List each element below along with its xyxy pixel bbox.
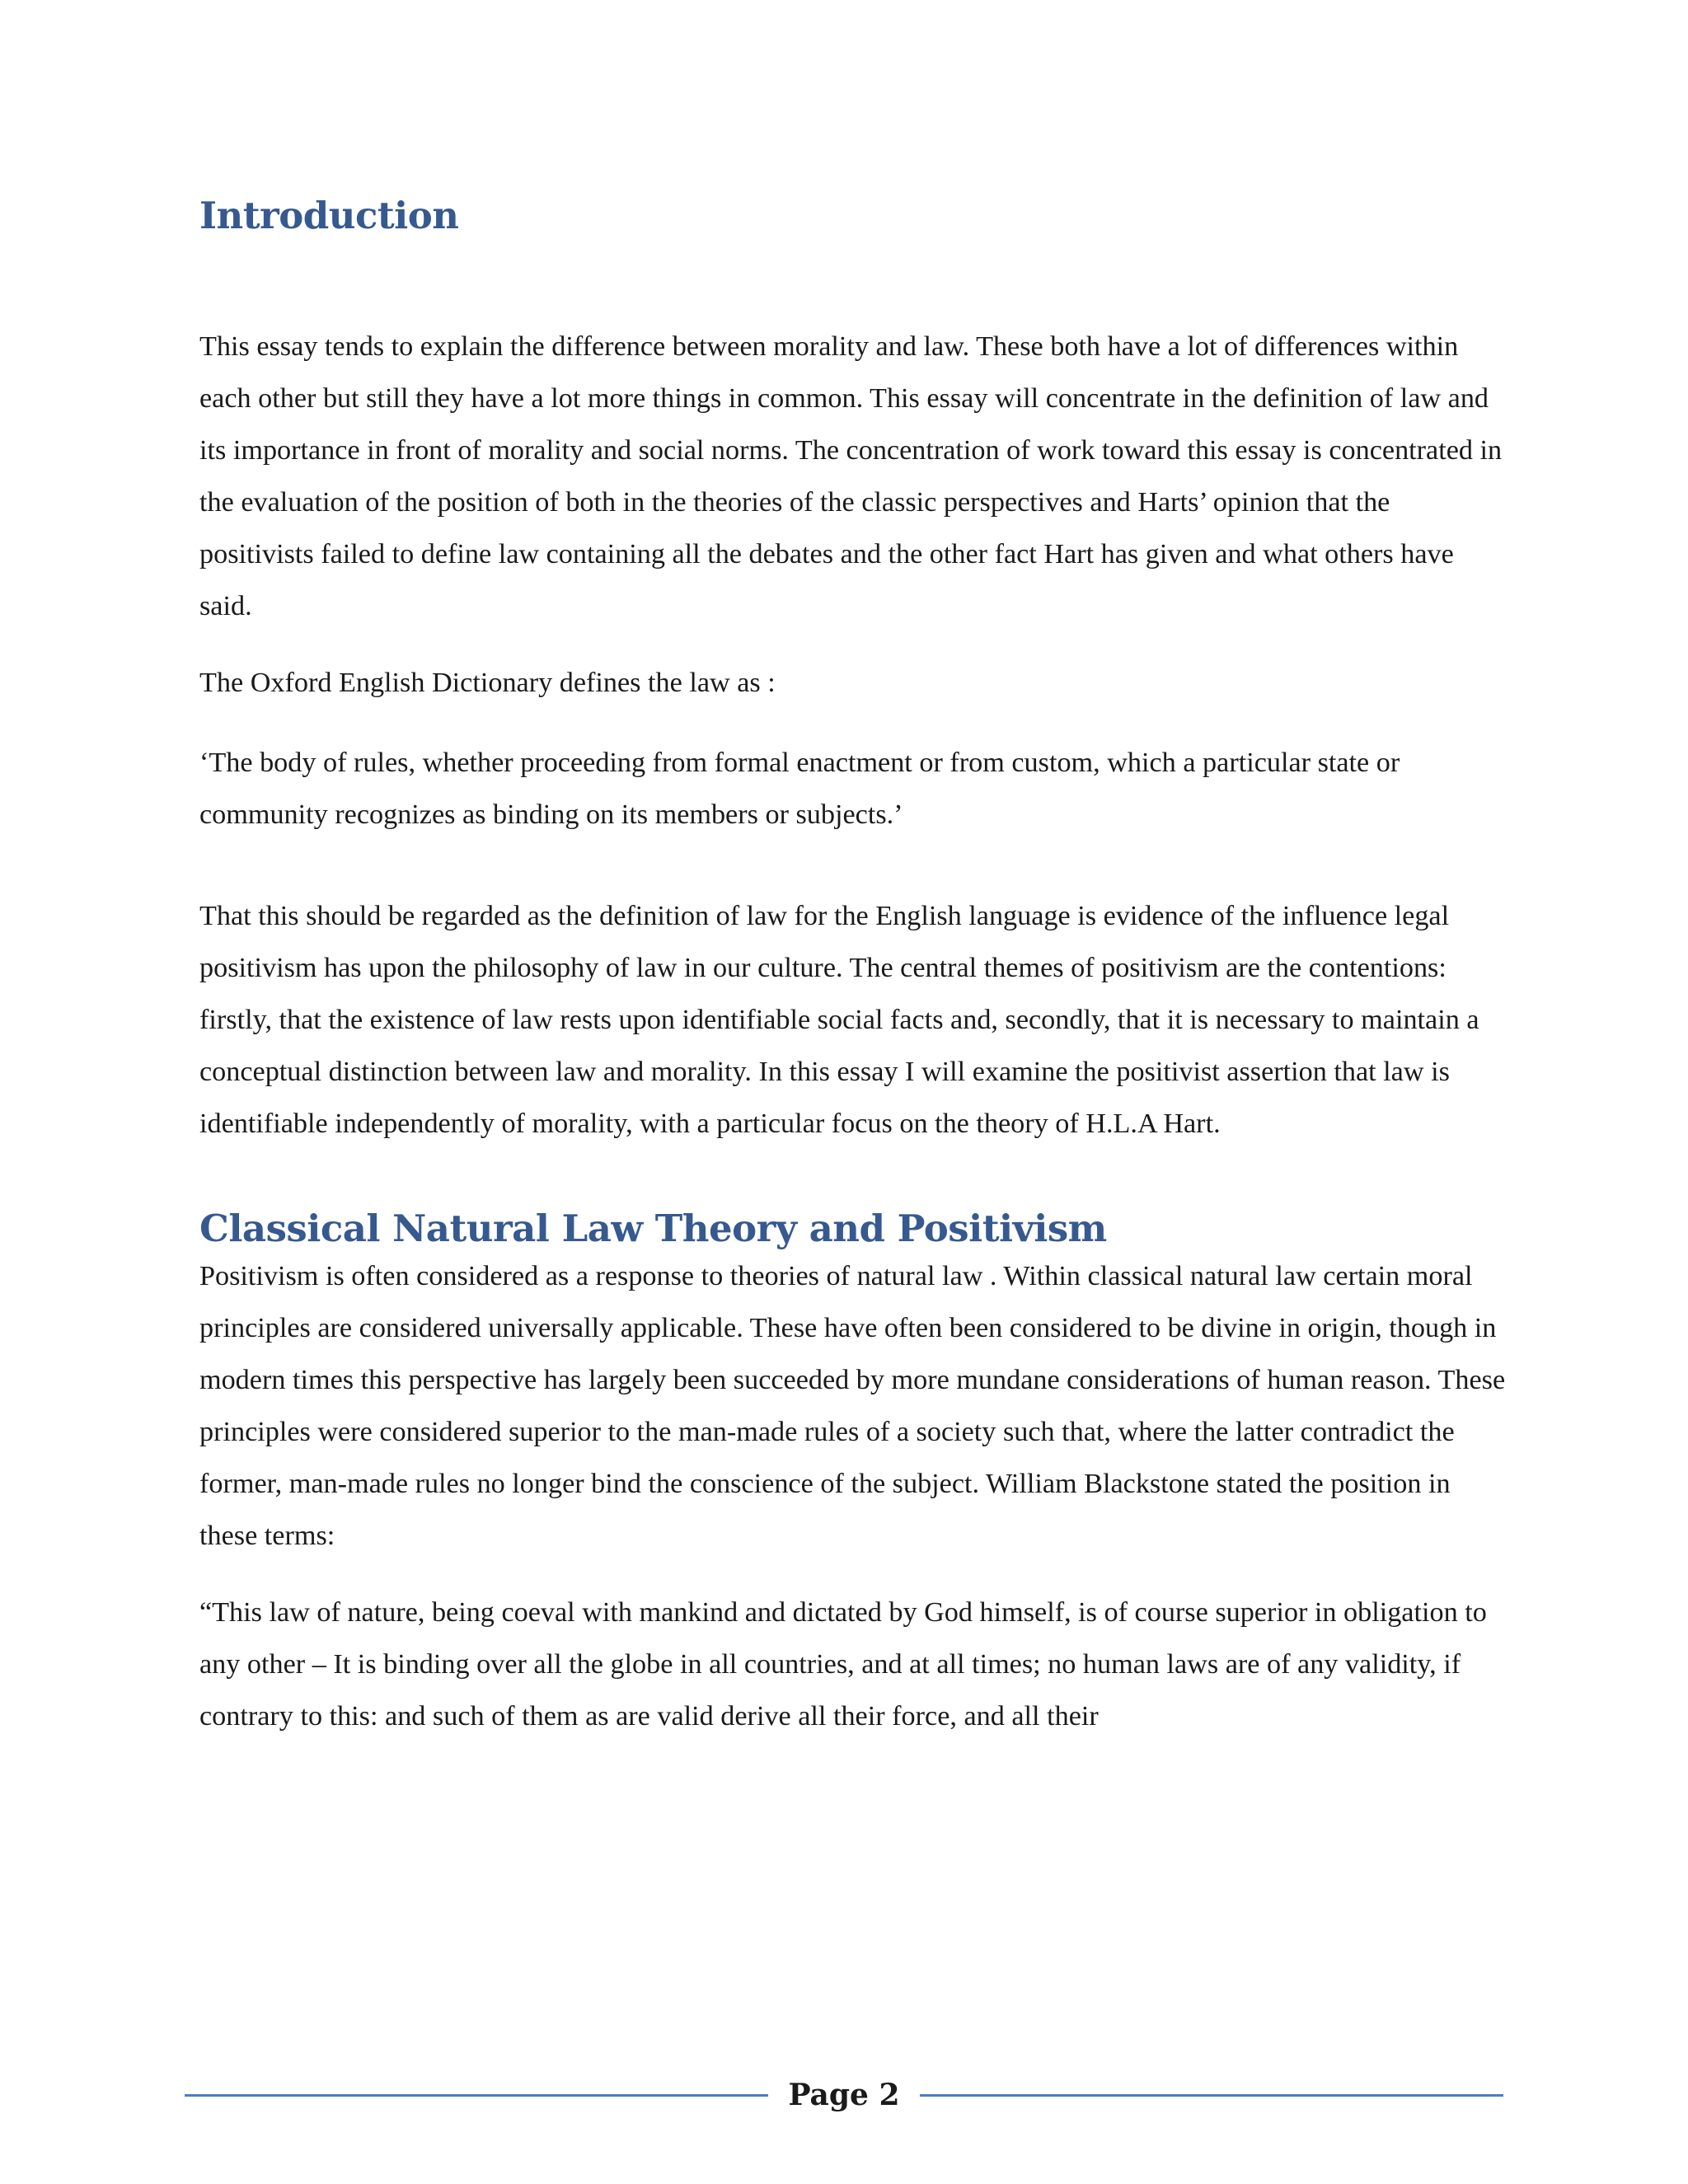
page-content (199, 194, 1506, 1767)
heading-introduction: Introduction (199, 194, 459, 237)
classical-paragraph-1: Positivism is often considered as a response to theories of natural law . Within classical natural law certain moral principles are considered universally applicable. These have often been considered to be divine in origin, though in modern times this perspective has largely been succeeded by more mundane considerations of human reason. These principles were considered superior to the man-made rules of a society such that, where the latter contradict the former, man-made rules no longer bind the conscience of the subject. William Blackstone stated the position in these terms: (199, 1260, 1506, 1551)
page-footer (185, 2070, 1503, 2120)
footer-rule-right (920, 2094, 1503, 2097)
footer-rule-left (185, 2094, 768, 2097)
intro-paragraph-2: The Oxford English Dictionary defines the law as : (199, 668, 776, 698)
heading-classical-natural-law: Classical Natural Law Theory and Positivism (199, 1207, 1107, 1250)
page-number: Page 2 (788, 2078, 900, 2112)
blackstone-quote: “This law of nature, being coeval with mankind and dictated by God himself, is of course superior in obligation to any other – It is binding over all the globe in all countries, and at all times; no human laws are of any validity, if contrary to this: and such of them as are valid derive all their force, and all their (199, 1596, 1487, 1732)
intro-paragraph-1: This essay tends to explain the difference between morality and law. These both have a lot of differences within each other but still they have a lot more things in common. This essay will concentrate in the definition of law and its importance in front of morality and social norms. The concentration of work toward this essay is concentrated in the evaluation of the position of both in the theories of the classic perspectives and Harts’ opinion that the positivists failed to define law containing all the debates and the other fact Hart has given and what others have said. (199, 331, 1503, 621)
dictionary-quote: ‘The body of rules, whether proceeding from formal enactment or from custom, which a particular state or community recognizes as binding on its members or subjects.’ (199, 748, 1400, 830)
intro-paragraph-4: That this should be regarded as the definition of law for the English language is evidence of the influence legal positivism has upon the philosophy of law in our culture. The central themes of positivism are the contentions: firstly, that the existence of law rests upon identifiable social facts and, secondly, that it is necessary to maintain a conceptual distinction between law and morality. In this essay I will examine the positivist assertion that law is identifiable independently of morality, with a particular focus on the theory of H.L.A Hart. (199, 901, 1479, 1139)
